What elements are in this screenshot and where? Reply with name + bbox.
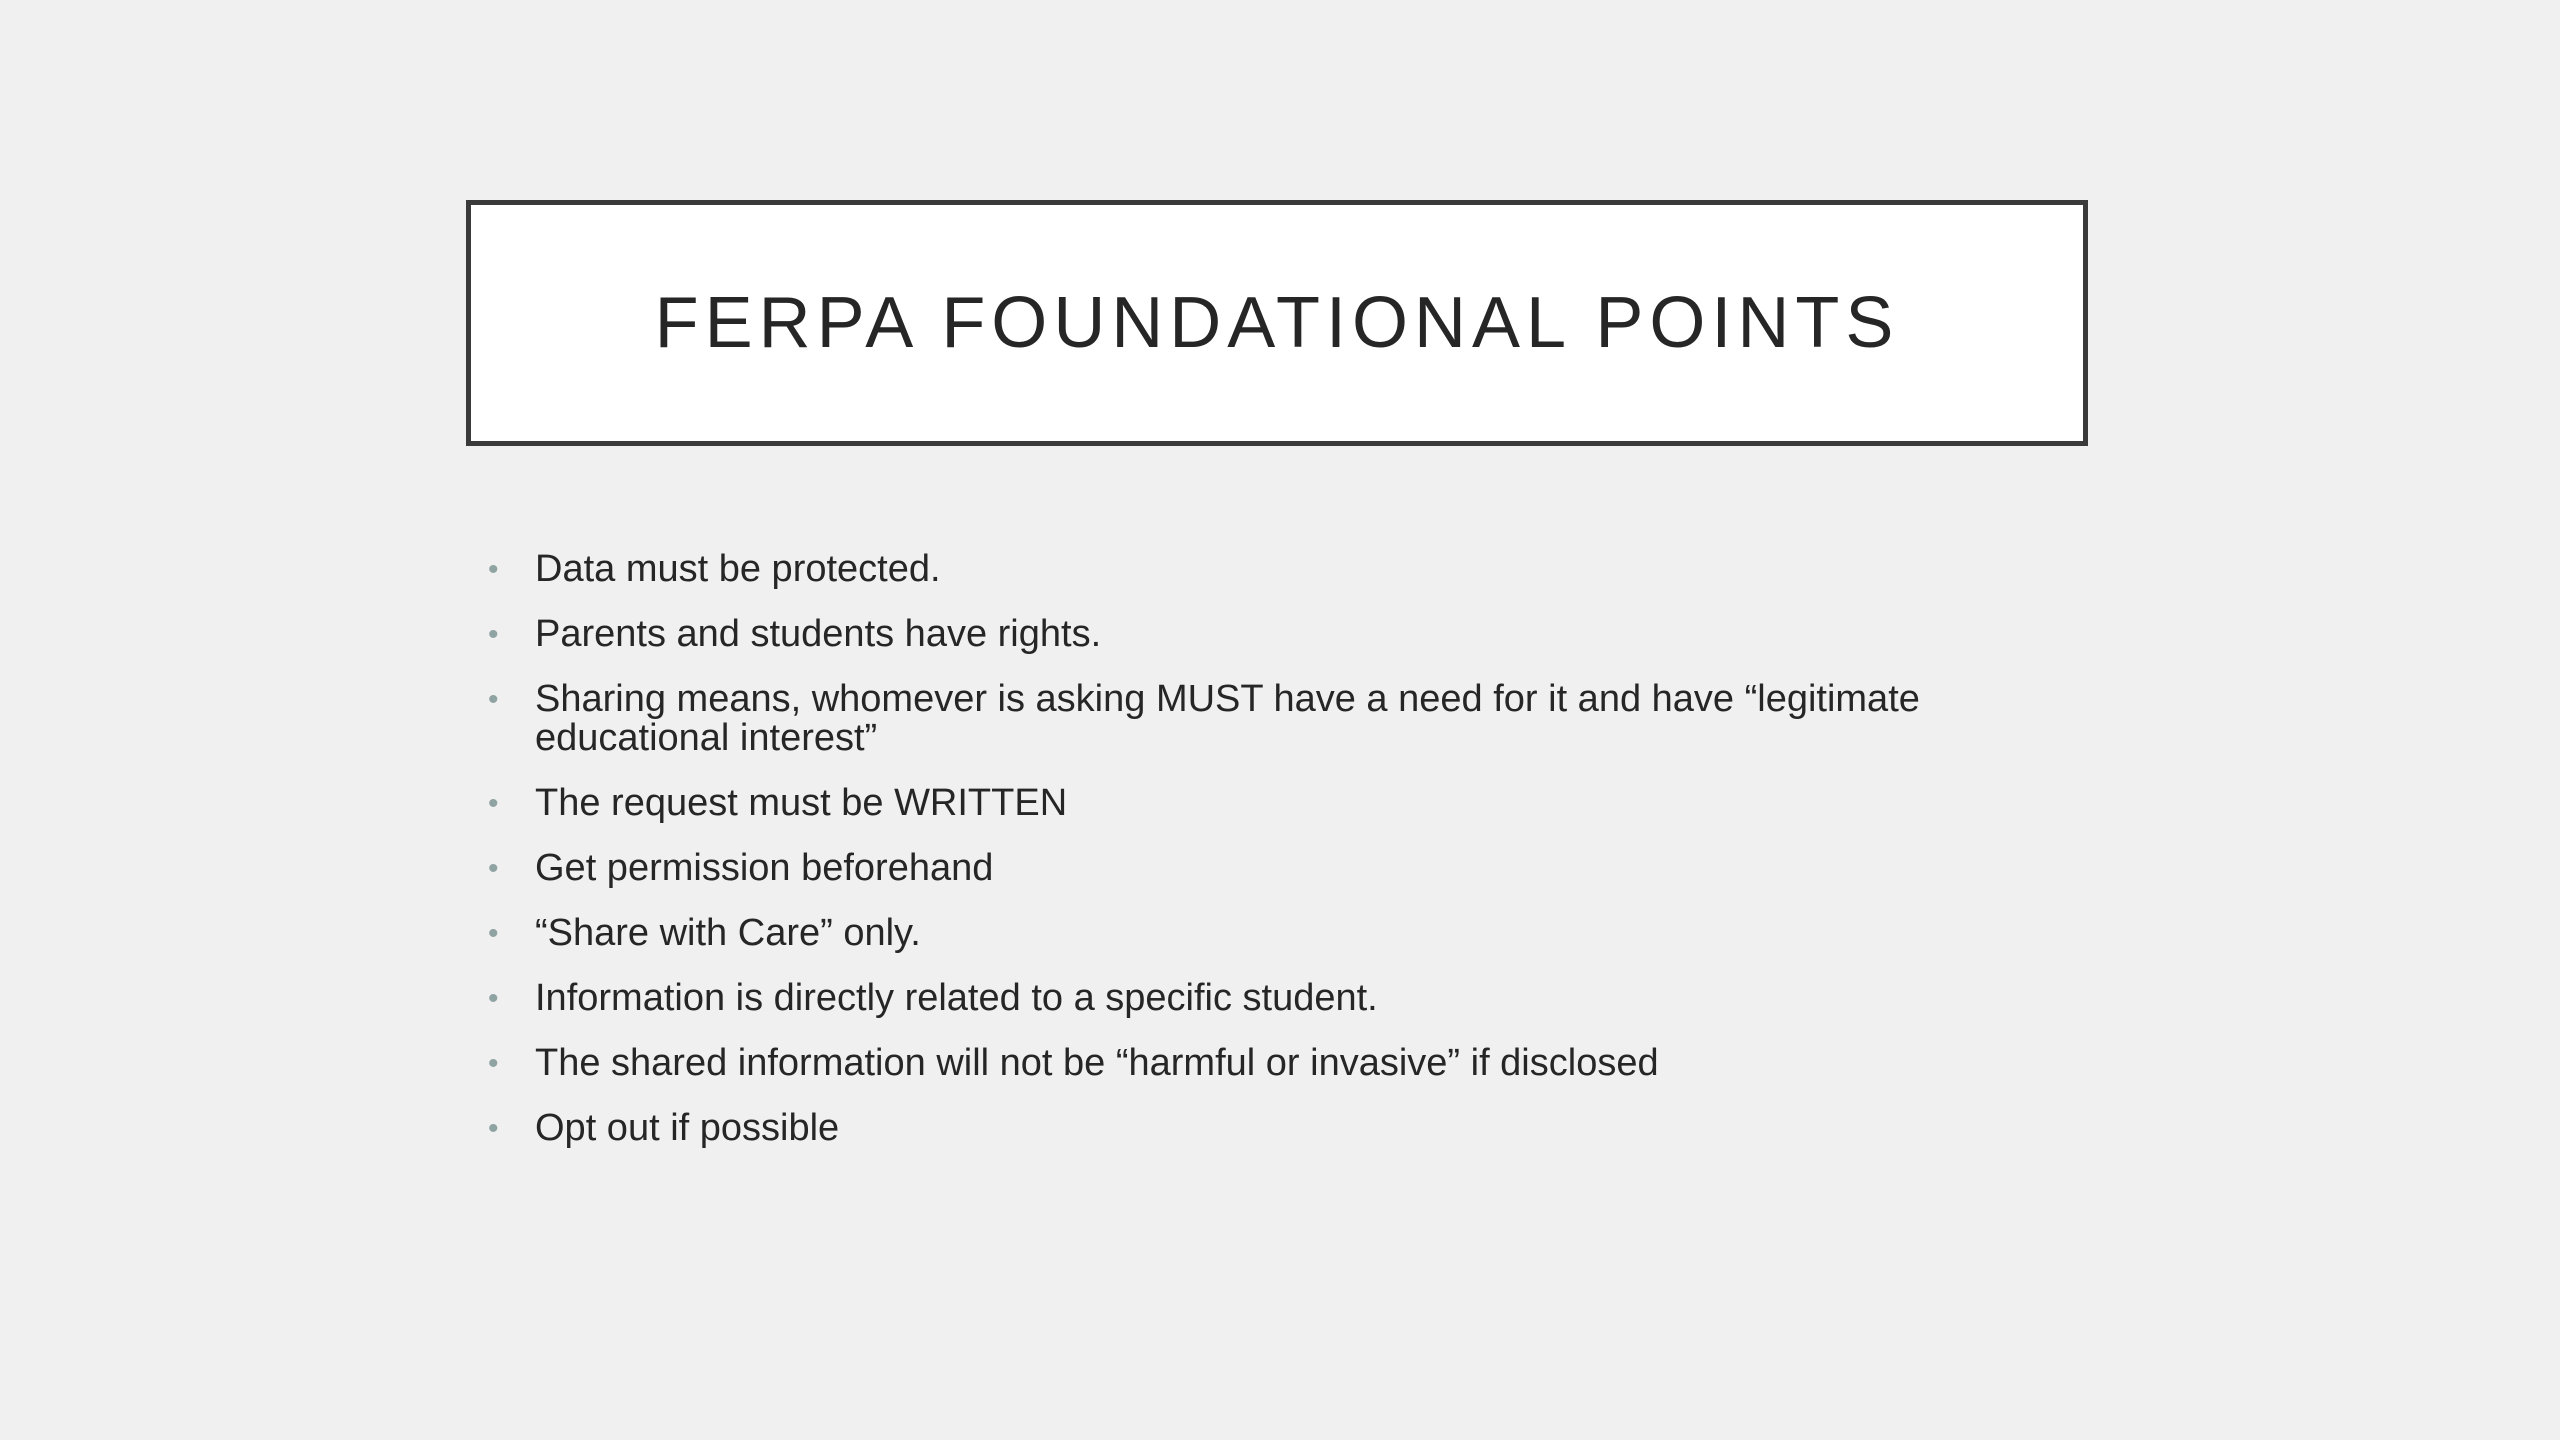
bullet-list [480, 550, 2060, 1174]
bullet-item [480, 784, 2060, 823]
bullet-icon: • [488, 1047, 499, 1080]
bullet-text: Parents and students have rights. [535, 613, 1102, 655]
bullet-icon: • [488, 683, 499, 716]
bullet-item [480, 680, 2060, 758]
bullet-icon: • [488, 787, 499, 820]
bullet-item [480, 1044, 2060, 1083]
bullet-item [480, 1109, 2060, 1148]
bullet-text: Opt out if possible [535, 1107, 840, 1149]
bullet-icon: • [488, 982, 499, 1015]
bullet-item [480, 914, 2060, 953]
bullet-text: Information is directly related to a specific student. [535, 977, 1378, 1019]
bullet-icon: • [488, 852, 499, 885]
bullet-item [480, 615, 2060, 654]
slide-title: FERPA FOUNDATIONAL POINTS [654, 283, 1900, 363]
bullet-text: Sharing means, whomever is asking MUST have a need for it and have “legitimate educational interest” [535, 678, 1920, 759]
bullet-text: Get permission beforehand [535, 847, 994, 889]
bullet-item [480, 550, 2060, 589]
bullet-text: The shared information will not be “harmful or invasive” if disclosed [535, 1042, 1659, 1084]
bullet-icon: • [488, 917, 499, 950]
bullet-text: “Share with Care” only. [535, 912, 921, 954]
bullet-item [480, 849, 2060, 888]
bullet-icon: • [488, 618, 499, 651]
title-box [466, 200, 2088, 446]
bullet-text: Data must be protected. [535, 548, 941, 590]
bullet-icon: • [488, 553, 499, 586]
bullet-icon: • [488, 1112, 499, 1145]
bullet-item [480, 979, 2060, 1018]
bullet-text: The request must be WRITTEN [535, 782, 1068, 824]
